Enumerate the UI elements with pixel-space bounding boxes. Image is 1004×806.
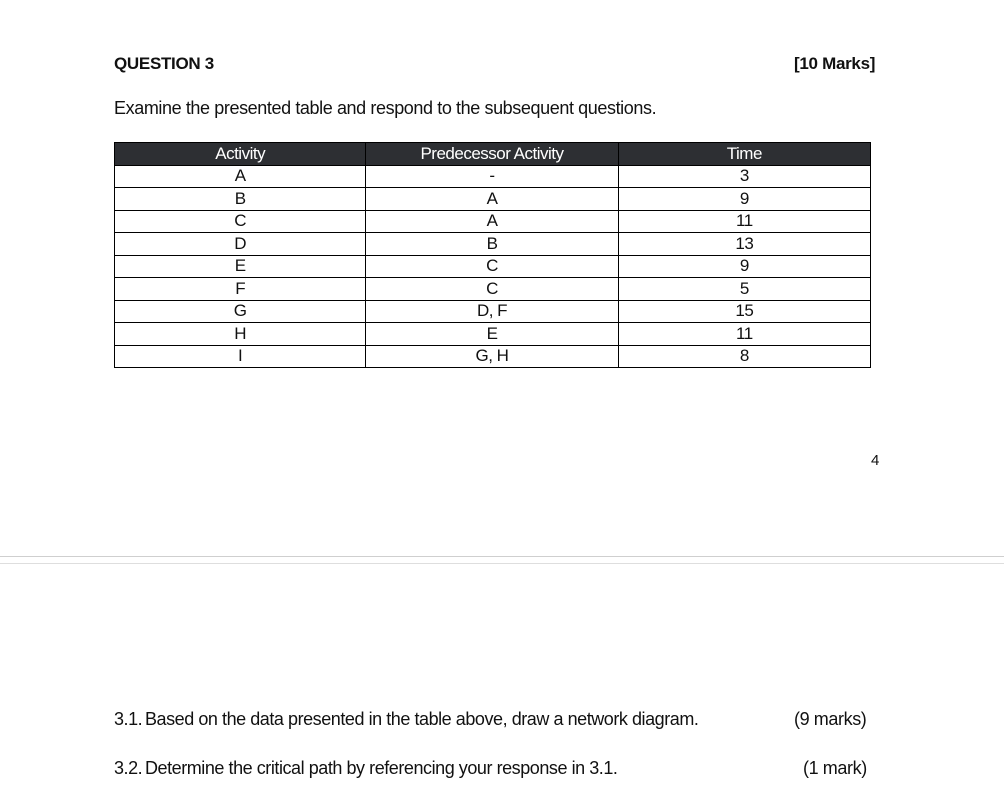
table-header-row — [115, 143, 871, 166]
cell-predecessor: A — [366, 210, 618, 233]
cell-activity: E — [115, 255, 366, 278]
cell-predecessor: B — [366, 233, 618, 256]
table-row — [115, 345, 871, 368]
header-activity: Activity — [115, 143, 366, 166]
page-break-divider — [0, 563, 1004, 564]
cell-activity: A — [115, 165, 366, 188]
page-number: 4 — [871, 452, 880, 469]
cell-activity: C — [115, 210, 366, 233]
subquestion-3-1 — [114, 709, 698, 730]
cell-predecessor: A — [366, 188, 618, 211]
subquestion-number: 3.1. — [114, 709, 143, 729]
cell-time: 8 — [618, 345, 870, 368]
cell-activity: I — [115, 345, 366, 368]
subquestion-3-2-marks: (1 mark) — [803, 758, 867, 778]
table-row — [115, 300, 871, 323]
cell-activity: G — [115, 300, 366, 323]
cell-time: 11 — [618, 210, 870, 233]
cell-predecessor: C — [366, 278, 618, 301]
cell-predecessor: - — [366, 165, 618, 188]
page-break-divider — [0, 556, 1004, 557]
subquestion-text: Based on the data presented in the table above, draw a network diagram. — [145, 709, 699, 729]
cell-time: 5 — [618, 278, 870, 301]
cell-activity: B — [115, 188, 366, 211]
header-predecessor: Predecessor Activity — [366, 143, 618, 166]
subquestion-3-1-marks: (9 marks) — [794, 709, 867, 729]
cell-predecessor: G, H — [366, 345, 618, 368]
table-row — [115, 233, 871, 256]
activity-table — [114, 142, 871, 368]
cell-time: 13 — [618, 233, 870, 256]
question-intro: Examine the presented table and respond to the subsequent questions. — [114, 98, 657, 118]
subquestion-3-2 — [114, 758, 617, 779]
header-time: Time — [618, 143, 870, 166]
table-row — [115, 210, 871, 233]
question-title: QUESTION 3 — [114, 54, 214, 73]
cell-time: 15 — [618, 300, 870, 323]
subquestion-number: 3.2. — [114, 758, 143, 778]
table-row — [115, 188, 871, 211]
cell-time: 9 — [618, 188, 870, 211]
cell-time: 11 — [618, 323, 870, 346]
cell-predecessor: C — [366, 255, 618, 278]
cell-time: 3 — [618, 165, 870, 188]
table-row — [115, 165, 871, 188]
cell-activity: D — [115, 233, 366, 256]
cell-activity: H — [115, 323, 366, 346]
cell-time: 9 — [618, 255, 870, 278]
subquestion-text: Determine the critical path by referencing your response in 3.1. — [145, 758, 618, 778]
table-row — [115, 278, 871, 301]
cell-activity: F — [115, 278, 366, 301]
cell-predecessor: E — [366, 323, 618, 346]
question-marks: [10 Marks] — [794, 54, 876, 73]
table-row — [115, 323, 871, 346]
cell-predecessor: D, F — [366, 300, 618, 323]
table-row — [115, 255, 871, 278]
